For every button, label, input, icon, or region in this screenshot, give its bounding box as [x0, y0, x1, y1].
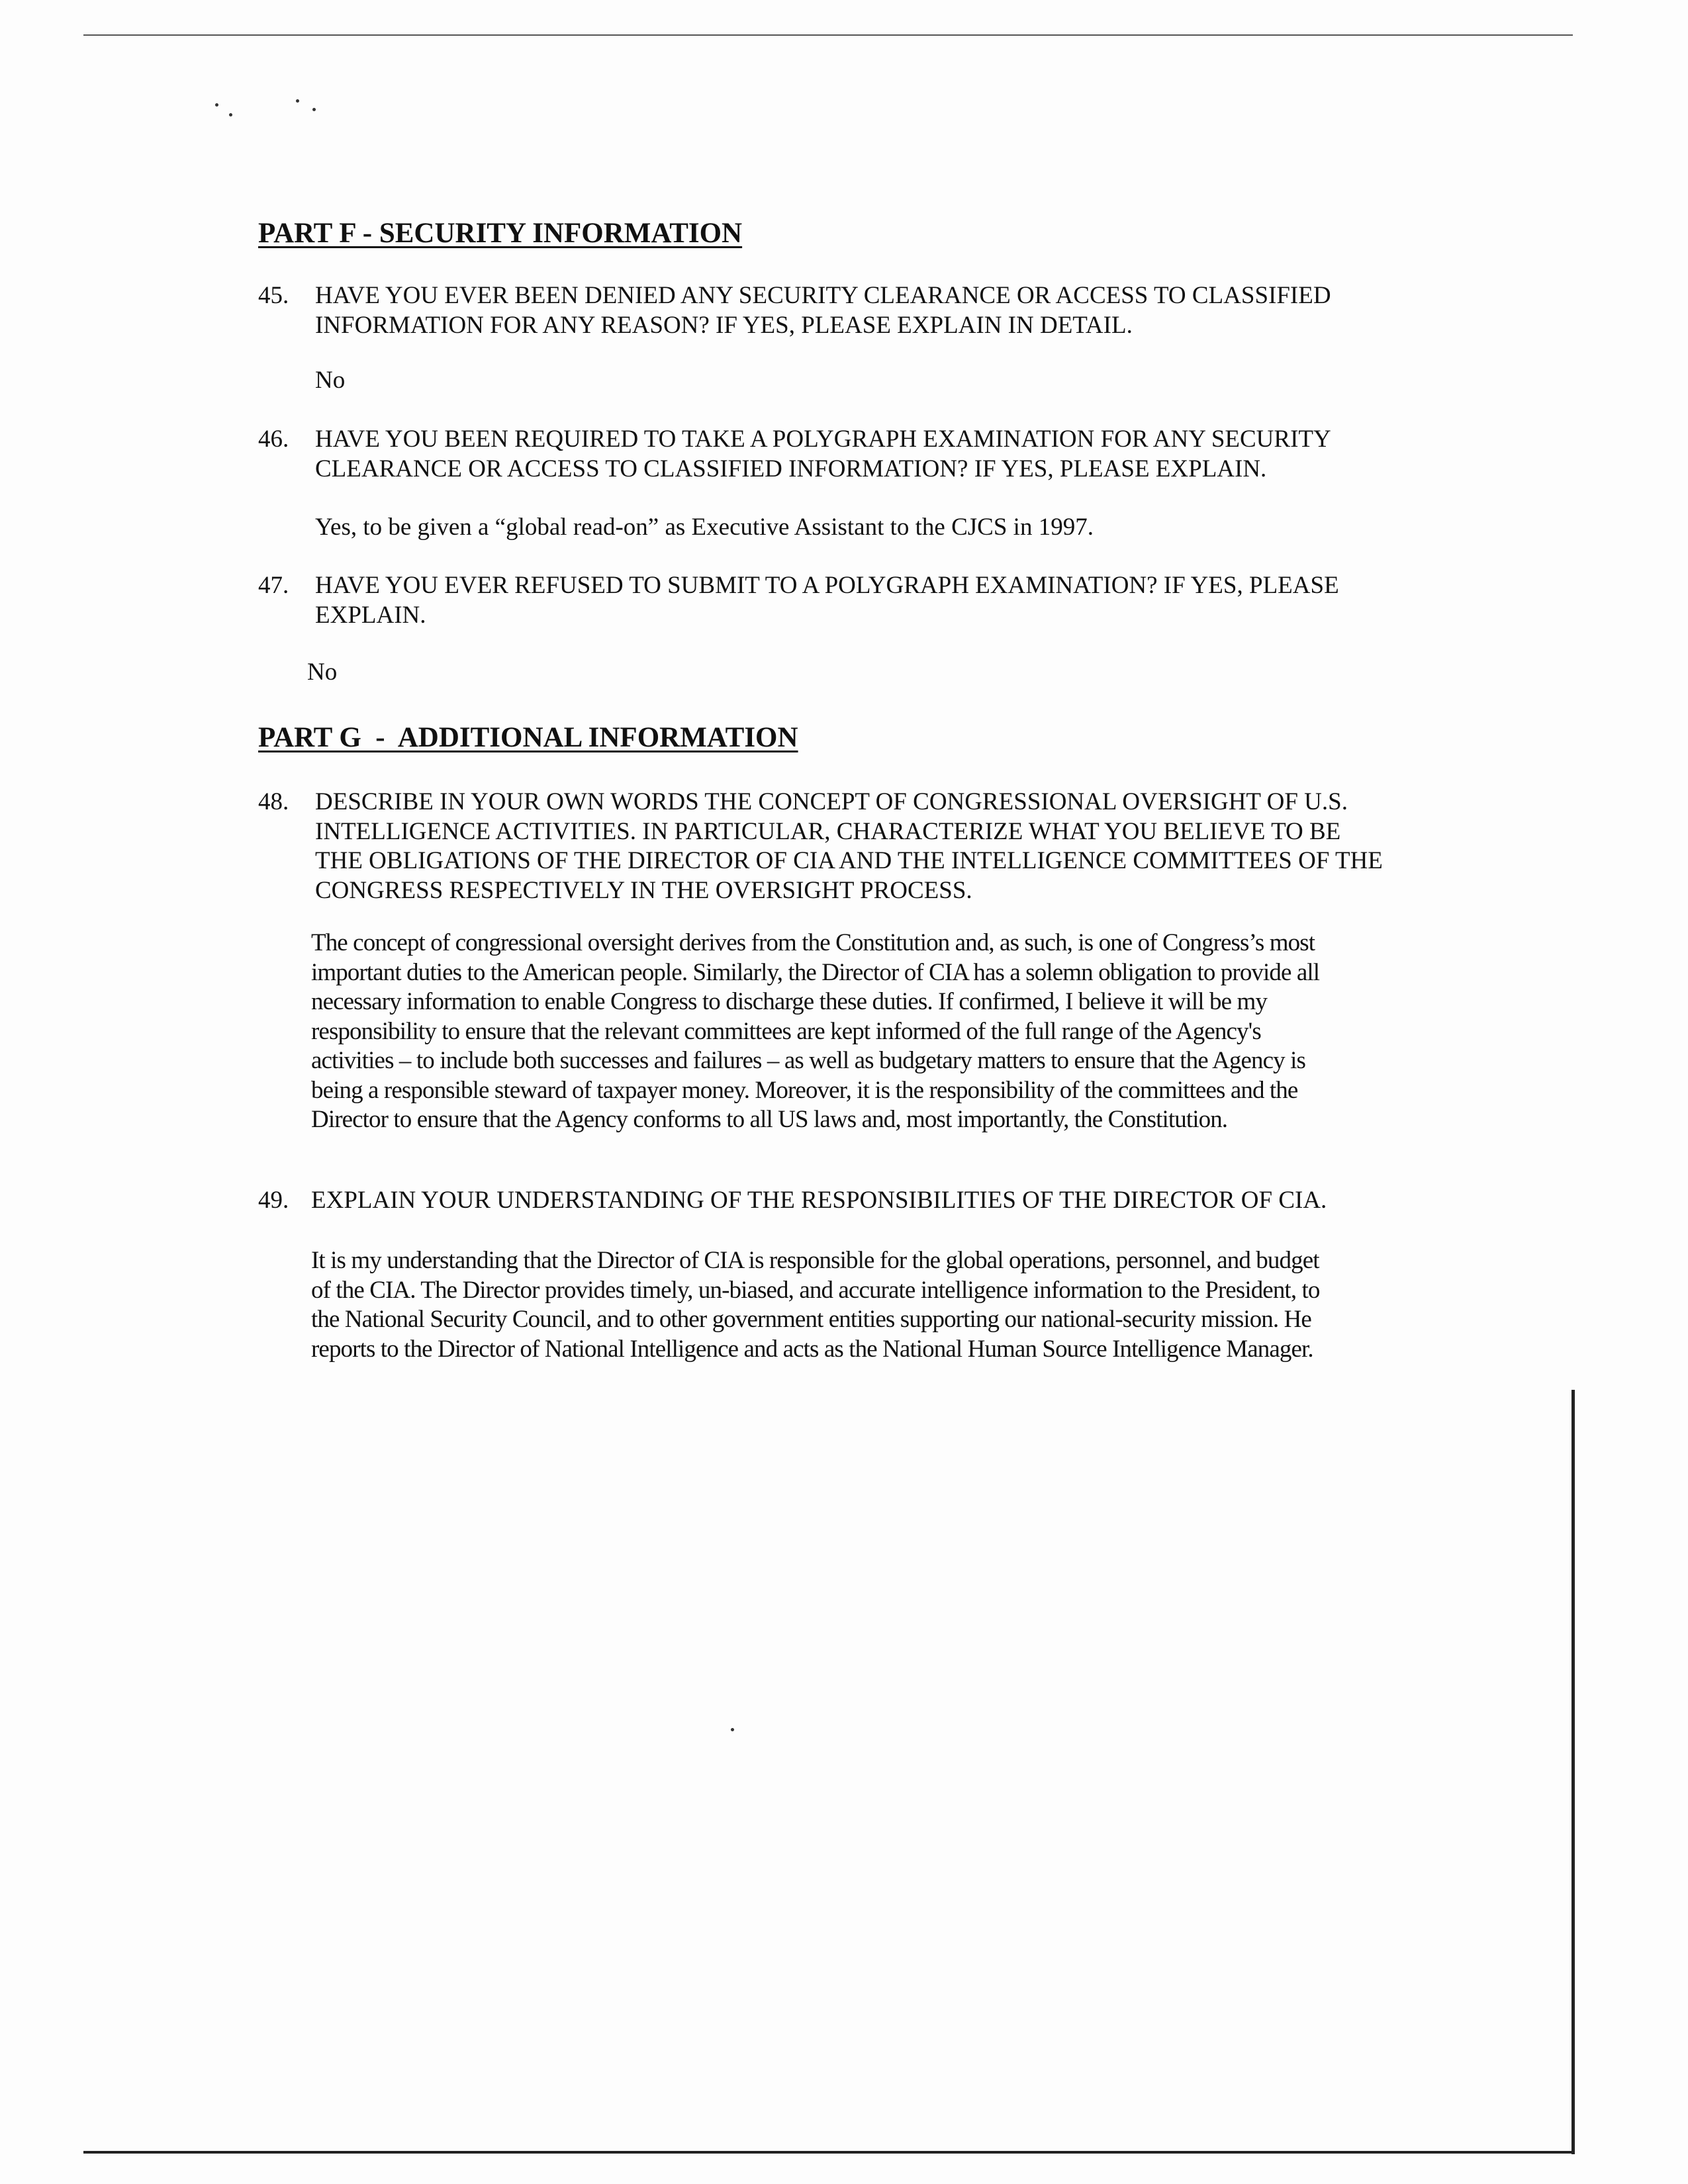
question-line: CONGRESS RESPECTIVELY IN THE OVERSIGHT PROCESS.: [315, 876, 972, 904]
part-g-heading: PART G - ADDITIONAL INFORMATION: [258, 722, 798, 753]
question-line: INFORMATION FOR ANY REASON? IF YES, PLEASE EXPLAIN IN DETAIL.: [315, 311, 1133, 339]
scan-mark: [731, 1728, 734, 1731]
part-f-heading: PART F - SECURITY INFORMATION: [258, 218, 743, 249]
question-line: INTELLIGENCE ACTIVITIES. IN PARTICULAR, CHARACTERIZE WHAT YOU BELIEVE TO BE: [315, 817, 1341, 845]
question-line: DESCRIBE IN YOUR OWN WORDS THE CONCEPT OF CONGRESSIONAL OVERSIGHT OF U.S.: [315, 788, 1348, 815]
answer-line: important duties to the American people. Similarly, the Director of CIA has a solemn obligation to provide all: [311, 958, 1320, 986]
question-46-text: [315, 425, 1331, 484]
answer-line: the National Security Council, and to other government entities supporting our national-security mission. He: [311, 1306, 1311, 1333]
bottom-rule: [83, 2151, 1573, 2154]
question-49-text: [311, 1186, 1327, 1216]
question-line: HAVE YOU EVER REFUSED TO SUBMIT TO A POLYGRAPH EXAMINATION? IF YES, PLEASE: [315, 572, 1339, 599]
answer-line: The concept of congressional oversight derives from the Constitution and, as such, is one of Congress’s most: [311, 929, 1315, 956]
answer-45: No: [315, 367, 346, 394]
scan-mark: [229, 113, 232, 116]
answer-47: No: [307, 659, 338, 686]
top-rule: [83, 34, 1573, 36]
answer-line: reports to the Director of National Intelligence and acts as the National Human Source Intelligence Manager.: [311, 1335, 1313, 1363]
question-line: HAVE YOU EVER BEEN DENIED ANY SECURITY CLEARANCE OR ACCESS TO CLASSIFIED: [315, 282, 1331, 309]
question-46-number: 46.: [258, 426, 289, 453]
question-49-number: 49.: [258, 1187, 289, 1214]
scan-mark: [312, 108, 316, 111]
answer-48: [311, 929, 1319, 1135]
answer-line: responsibility to ensure that the relevant committees are kept informed of the full range of the Agency's: [311, 1017, 1261, 1045]
answer-line: necessary information to enable Congress to discharge these duties. If confirmed, I believe it will be my: [311, 988, 1267, 1015]
right-edge-line: [1571, 1390, 1575, 2154]
answer-46: Yes, to be given a “global read-on” as Executive Assistant to the CJCS in 1997.: [315, 514, 1094, 541]
answer-line: It is my understanding that the Director of CIA is responsible for the global operations, personnel, and budget: [311, 1247, 1319, 1274]
question-47-number: 47.: [258, 572, 289, 599]
question-line: CLEARANCE OR ACCESS TO CLASSIFIED INFORMATION? IF YES, PLEASE EXPLAIN.: [315, 455, 1267, 482]
answer-49: [311, 1246, 1320, 1364]
question-line: THE OBLIGATIONS OF THE DIRECTOR OF CIA AND THE INTELLIGENCE COMMITTEES OF THE: [315, 847, 1383, 874]
question-line: EXPLAIN.: [315, 601, 426, 629]
answer-line: of the CIA. The Director provides timely, un-biased, and accurate intelligence information to the President, to: [311, 1276, 1320, 1304]
answer-line: Director to ensure that the Agency conforms to all US laws and, most importantly, the Constitution.: [311, 1106, 1228, 1133]
scan-mark: [296, 99, 299, 103]
answer-line: activities – to include both successes and failures – as well as budgetary matters to ensure that the Agency is: [311, 1047, 1305, 1074]
answer-line: being a responsible steward of taxpayer money. Moreover, it is the responsibility of the committees and the: [311, 1076, 1298, 1104]
question-47-text: [315, 571, 1339, 630]
question-line: EXPLAIN YOUR UNDERSTANDING OF THE RESPONSIBILITIES OF THE DIRECTOR OF CIA.: [311, 1187, 1327, 1214]
scan-mark: [215, 103, 218, 107]
question-45-number: 45.: [258, 282, 289, 309]
question-line: HAVE YOU BEEN REQUIRED TO TAKE A POLYGRAPH EXAMINATION FOR ANY SECURITY: [315, 426, 1331, 453]
question-48-number: 48.: [258, 788, 289, 815]
question-48-text: [315, 788, 1383, 905]
question-45-text: [315, 281, 1331, 340]
